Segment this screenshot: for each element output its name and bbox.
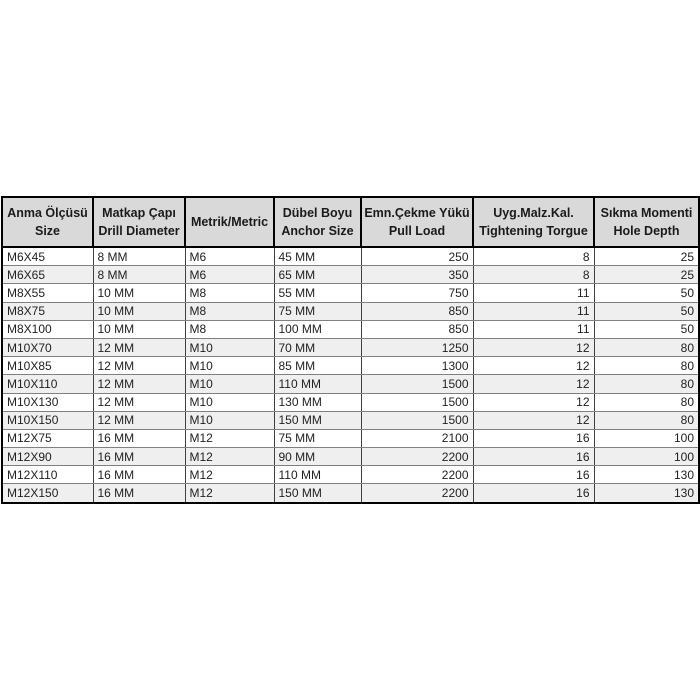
cell-pull-load: 2200 [361,466,473,484]
anchor-spec-table [1,196,700,504]
cell-anchor-size: 75 MM [274,302,361,320]
cell-metric: M10 [185,357,274,375]
cell-tightening-torque: 12 [473,411,594,429]
header-tightening-torque-en: Tightening Torgue [479,224,588,238]
header-metric [185,197,274,247]
table-header [2,197,699,247]
cell-pull-load: 1250 [361,338,473,356]
cell-hole-depth: 25 [594,266,699,284]
cell-hole-depth: 130 [594,484,699,503]
cell-drill-diameter: 8 MM [93,266,185,284]
cell-hole-depth: 100 [594,448,699,466]
cell-drill-diameter: 10 MM [93,284,185,302]
header-drill-diameter [93,197,185,247]
table-row [2,484,699,503]
table-body [2,247,699,503]
table-row [2,302,699,320]
cell-tightening-torque: 8 [473,247,594,266]
cell-drill-diameter: 16 MM [93,448,185,466]
cell-size: M10X130 [2,393,93,411]
cell-pull-load: 850 [361,302,473,320]
cell-pull-load: 750 [361,284,473,302]
cell-size: M6X65 [2,266,93,284]
cell-size: M12X75 [2,429,93,447]
cell-hole-depth: 50 [594,320,699,338]
cell-pull-load: 250 [361,247,473,266]
cell-anchor-size: 100 MM [274,320,361,338]
cell-metric: M12 [185,466,274,484]
cell-anchor-size: 90 MM [274,448,361,466]
cell-metric: M10 [185,411,274,429]
cell-metric: M8 [185,302,274,320]
cell-drill-diameter: 16 MM [93,466,185,484]
cell-metric: M12 [185,429,274,447]
cell-anchor-size: 110 MM [274,375,361,393]
cell-anchor-size: 130 MM [274,393,361,411]
cell-pull-load: 2100 [361,429,473,447]
table-row [2,375,699,393]
cell-tightening-torque: 12 [473,375,594,393]
header-hole-depth-en: Hole Depth [613,224,680,238]
cell-pull-load: 1500 [361,393,473,411]
table-row [2,466,699,484]
cell-tightening-torque: 16 [473,429,594,447]
cell-tightening-torque: 16 [473,484,594,503]
cell-size: M12X90 [2,448,93,466]
header-size [2,197,93,247]
table-row [2,247,699,266]
table-row [2,357,699,375]
cell-tightening-torque: 11 [473,284,594,302]
cell-hole-depth: 50 [594,302,699,320]
header-hole-depth-tr: Sıkma Momenti [600,205,693,220]
header-tightening-torque-tr: Uyg.Malz.Kal. [493,205,574,220]
cell-size: M10X85 [2,357,93,375]
cell-drill-diameter: 12 MM [93,375,185,393]
cell-hole-depth: 25 [594,247,699,266]
cell-hole-depth: 80 [594,357,699,375]
cell-drill-diameter: 12 MM [93,393,185,411]
table-row [2,338,699,356]
cell-metric: M8 [185,284,274,302]
cell-anchor-size: 85 MM [274,357,361,375]
cell-anchor-size: 65 MM [274,266,361,284]
cell-pull-load: 2200 [361,484,473,503]
header-drill-diameter-en: Drill Diameter [98,224,180,238]
cell-metric: M12 [185,484,274,503]
cell-tightening-torque: 16 [473,466,594,484]
header-hole-depth [594,197,699,247]
cell-drill-diameter: 10 MM [93,302,185,320]
cell-drill-diameter: 10 MM [93,320,185,338]
cell-size: M12X150 [2,484,93,503]
header-anchor-size [274,197,361,247]
cell-size: M10X150 [2,411,93,429]
cell-pull-load: 1300 [361,357,473,375]
cell-tightening-torque: 11 [473,302,594,320]
cell-metric: M10 [185,393,274,411]
cell-anchor-size: 110 MM [274,466,361,484]
table-row [2,393,699,411]
cell-hole-depth: 130 [594,466,699,484]
header-pull-load-en: Pull Load [388,224,446,238]
cell-hole-depth: 80 [594,338,699,356]
cell-pull-load: 1500 [361,375,473,393]
cell-metric: M10 [185,375,274,393]
cell-tightening-torque: 12 [473,357,594,375]
table-row [2,411,699,429]
cell-tightening-torque: 12 [473,393,594,411]
cell-metric: M8 [185,320,274,338]
cell-tightening-torque: 8 [473,266,594,284]
cell-hole-depth: 50 [594,284,699,302]
cell-drill-diameter: 12 MM [93,411,185,429]
cell-anchor-size: 150 MM [274,484,361,503]
cell-anchor-size: 70 MM [274,338,361,356]
cell-anchor-size: 45 MM [274,247,361,266]
table-row [2,284,699,302]
cell-pull-load: 1500 [361,411,473,429]
cell-tightening-torque: 11 [473,320,594,338]
cell-pull-load: 2200 [361,448,473,466]
header-size-tr: Anma Ölçüsü [7,205,88,220]
cell-size: M8X55 [2,284,93,302]
cell-drill-diameter: 12 MM [93,357,185,375]
header-metric-label: Metrik/Metric [190,214,269,229]
cell-size: M6X45 [2,247,93,266]
table-row [2,266,699,284]
cell-metric: M10 [185,338,274,356]
cell-size: M10X110 [2,375,93,393]
header-anchor-size-tr: Dübel Boyu [282,205,353,220]
table-row [2,320,699,338]
header-anchor-size-en: Anchor Size [281,224,354,238]
header-tightening-torque [473,197,594,247]
cell-drill-diameter: 8 MM [93,247,185,266]
cell-hole-depth: 80 [594,375,699,393]
table-row [2,429,699,447]
header-pull-load-tr: Emn.Çekme Yükü [364,205,470,220]
table-row [2,448,699,466]
cell-pull-load: 850 [361,320,473,338]
cell-anchor-size: 55 MM [274,284,361,302]
cell-tightening-torque: 12 [473,338,594,356]
cell-hole-depth: 80 [594,393,699,411]
cell-size: M10X70 [2,338,93,356]
cell-hole-depth: 100 [594,429,699,447]
cell-metric: M6 [185,266,274,284]
cell-drill-diameter: 12 MM [93,338,185,356]
cell-size: M12X110 [2,466,93,484]
header-size-en: Size [34,224,60,238]
cell-metric: M12 [185,448,274,466]
cell-tightening-torque: 16 [473,448,594,466]
cell-size: M8X100 [2,320,93,338]
cell-hole-depth: 80 [594,411,699,429]
cell-drill-diameter: 16 MM [93,429,185,447]
header-row [2,197,699,247]
header-pull-load [361,197,473,247]
cell-anchor-size: 150 MM [274,411,361,429]
cell-pull-load: 350 [361,266,473,284]
header-drill-diameter-tr: Matkap Çapı [102,205,176,220]
cell-anchor-size: 75 MM [274,429,361,447]
cell-drill-diameter: 16 MM [93,484,185,503]
cell-metric: M6 [185,247,274,266]
cell-size: M8X75 [2,302,93,320]
